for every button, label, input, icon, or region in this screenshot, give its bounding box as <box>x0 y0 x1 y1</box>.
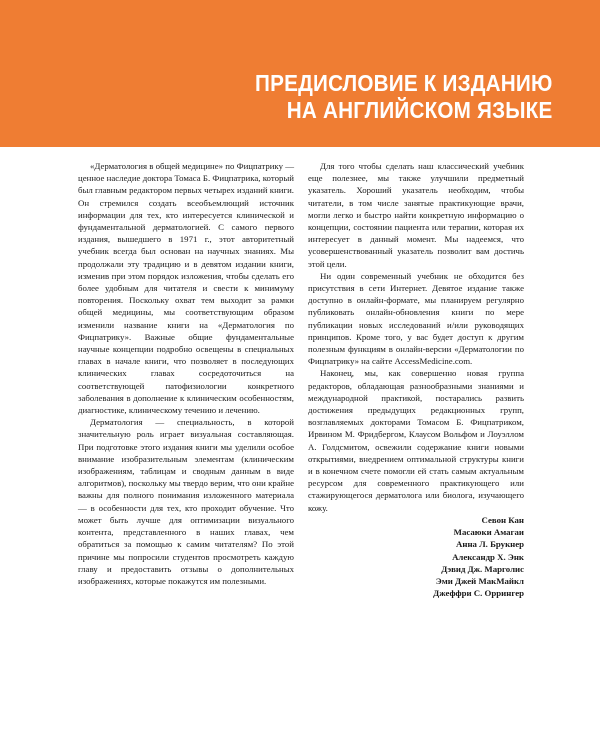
left-column <box>78 160 294 587</box>
author-name: Эми Джей МакМайкл <box>435 575 524 586</box>
page-title <box>255 70 552 124</box>
paragraph: «Дерматология в общей медицине» по Фицпатрику — ценное наследие доктора Томаса Б. Фицпатрика, который был главным редактором первых четырех изданий книги. Он стремился создать всеобъемлющий источник информации для тех, кто интересуется клинической и фундаментальной дерматологией. С самого первого издания, вышедшего в 1971 г., этот авторитетный учебник всегда был основан на научных знаниях. Мы продолжали эту традицию и в девятом издании книги, изменив при этом порядок изложения, чтобы сделать его более удобным для читателя и свести к минимуму повторения. Поскольку охват тем выходит за рамки общей медицины, мы соответствующим образом изменили название книги на «Дерматология по Фицпатрику». Важные общие фундаментальные научные концепции подробно освещены в специальных главах в начале книги, что позволяет в последующих клинических главах сосредоточиться на соответствующей патофизиологии конкретного заболевания в дополнение к клиническим особенностям, диагностике, клиническому течению и лечению. <box>78 161 294 416</box>
author-name: Масаюки Амагаи <box>453 527 524 538</box>
paragraph: Для того чтобы сделать наш классический учебник еще полезнее, мы также улучшили предметный указатель. Хороший указатель необходим, чтобы читатели, в том числе занятые практикующие врачи, могли легко и быстро найти конкретную информацию о концепции, состоянии пациента или терапии, которая их интересует в данный момент. Мы надеемся, что усовершенствованный указатель позволит вам достичь этой цели. <box>308 161 524 269</box>
paragraph: Наконец, мы, как совершенно новая группа редакторов, обладающая разнообразными знаниями и международной практикой, постарались развить достижения предыдущих редакционных групп, возглавляемых докторами Томасом Б. Фицпатриком, Ирвином М. Фридбергом, Клаусом Вольфом и Лоуэллом А. Голдсмитом, освежили содержание книги новыми открытиями, внедрением оптимальной структуры книги и в конечном счете помогли ей стать самым актуальным ресурсом для современного практикующего или стажирующегося дерматолога или биолога, изучающего кожу. <box>308 368 524 513</box>
author-name: Севон Кан <box>481 514 524 525</box>
page-title-line-1: ПРЕДИСЛОВИЕ К ИЗДАНИЮ <box>254 70 552 96</box>
author-name: Александр Х. Энк <box>452 551 524 562</box>
page-title-line-2: НА АНГЛИЙСКОМ ЯЗЫКЕ <box>286 97 552 123</box>
author-signatures <box>308 514 524 599</box>
author-name: Анна Л. Брукнер <box>456 539 524 550</box>
right-column <box>308 160 524 599</box>
paragraph: Дерматология — специальность, в которой значительную роль играет визуальная составляющая. При подготовке этого издания книги мы уделили особое внимание изобразительным элементам (клиническим изображениям, таблицам и сводным данным в виде алгоритмов), поскольку мы твердо верим, что они крайне важны для полного понимания изложенного материала — в особенности для тех, кто проходит обучение. Что может быть лучше для оптимизации визуального контента, представленного в наших главах, чем обратиться за помощью к самим читателям? По этой причине мы попросили студентов просмотреть каждую главу и предоставить отзывы о дополнительных изображениях, которые покажутся им полезными. <box>78 417 294 586</box>
paragraph: Ни один современный учебник не обходится без присутствия в сети Интернет. Девятое издание также доступно в онлайн-формате, мы планируем регулярно публиковать онлайн-обновления книги по мере публикации новых исследований и/или руководящих принципов. Кроме того, у вас будет доступ к другим полезным функциям в онлайн-версии «Дерматологии по Фицпатрику» на сайте AccessMedicine.com. <box>308 270 524 367</box>
author-name: Джеффри С. Оррингер <box>433 588 524 599</box>
author-name: Дэвид Дж. Марголис <box>441 563 524 574</box>
header-banner <box>0 0 600 147</box>
